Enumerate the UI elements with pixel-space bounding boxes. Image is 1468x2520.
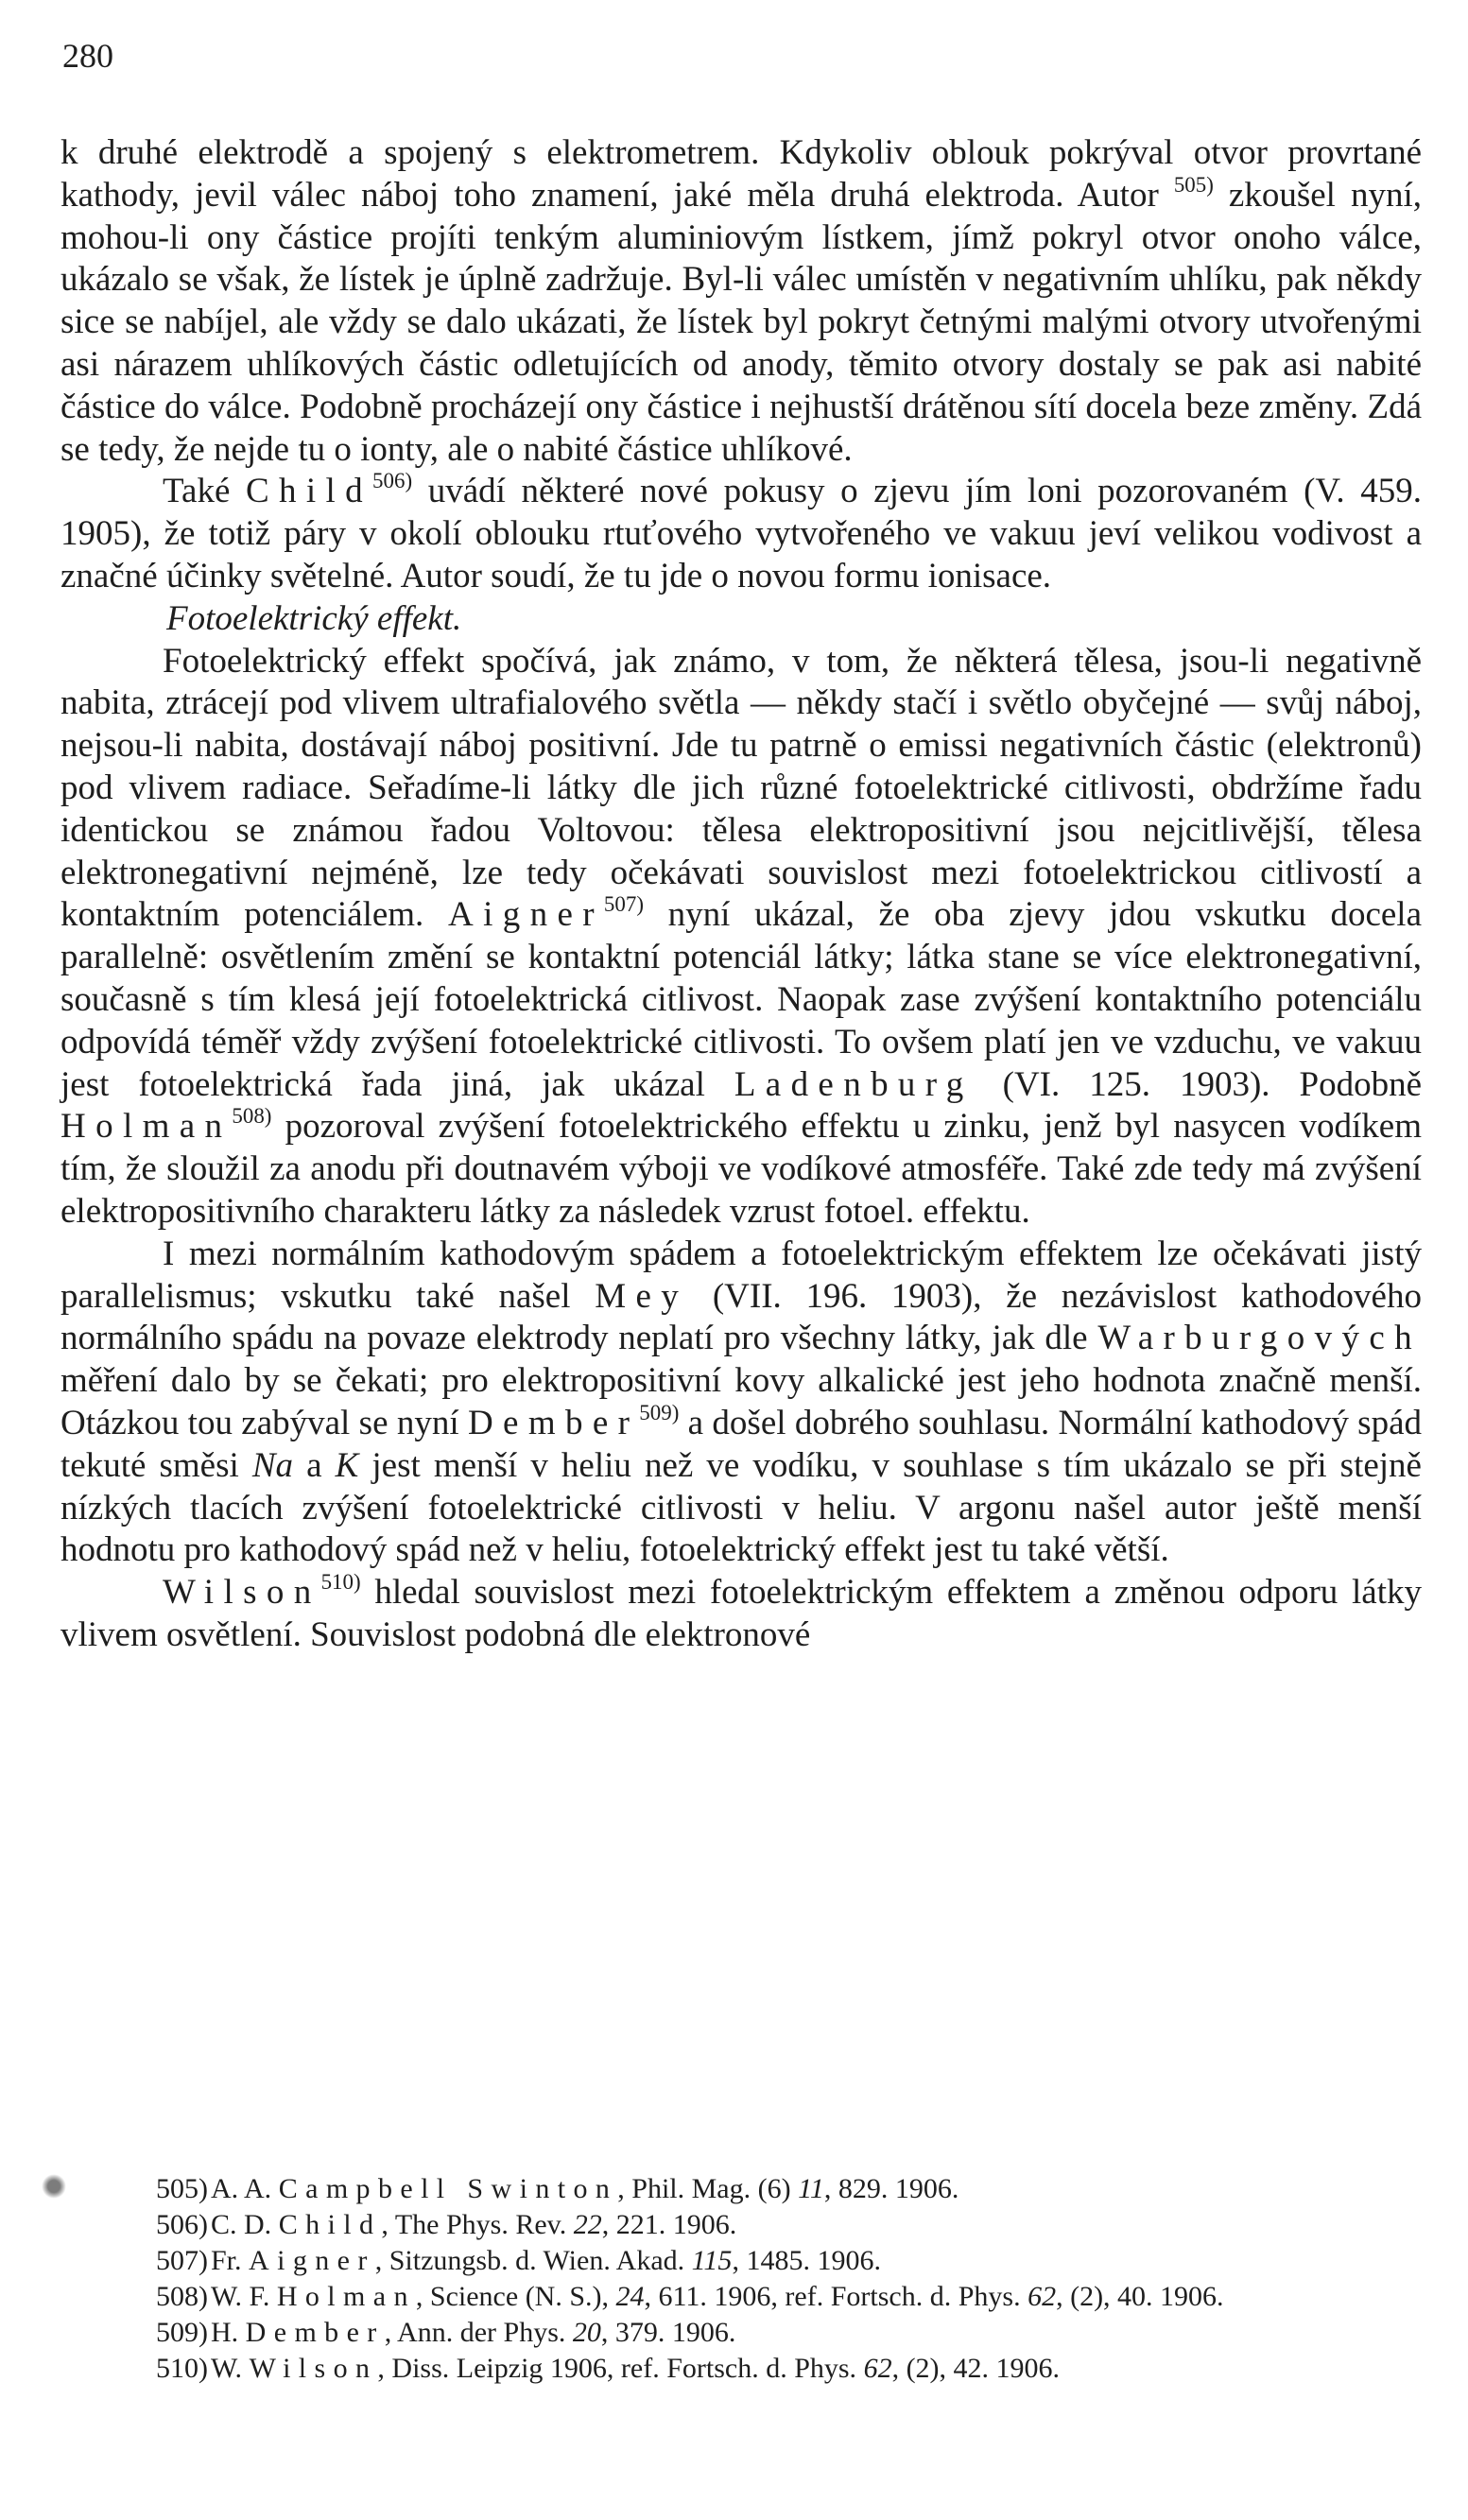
spaced-author-name: Aigner [249, 2245, 375, 2276]
text-run: H. [211, 2317, 246, 2348]
footnote-reference: 505) [1173, 172, 1214, 197]
text-run: , Science (N. S.), [415, 2281, 616, 2312]
text-run: zkoušel nyní, mohou-li ony částice projíti tenkým aluminiovým lístkem, jímž pokryl otvor onoho válce, ukázalo se však, že lístek je úplně zadržuje. Byl-li válec umístěn v negativním uhlíku, pak někdy sice se nabíjel, ale vždy se dalo ukázati, že lístek byl pokryt četnými malými otvory utvořenými asi nárazem uhlíkových částic odletujících od anody, těmito otvory dostaly se pak asi nabité částice do válce. Podobně procházejí ony částice i nejhustší drátěnou sítí docela beze změny. Zdá se tedy, že nejde tu o ionty, ale o nabité částice uhlíkové. [60, 175, 1422, 469]
text-run: a došel dobrého souhlasu. Normální kathodový spád tekuté směsi [60, 1403, 1423, 1485]
footnote [60, 2351, 1422, 2387]
spaced-author-name: Wilson [163, 1573, 321, 1613]
italic-text: 115 [691, 2245, 733, 2276]
text-run: pozoroval zvýšení fotoelektrického effektu u zinku, jenž byl nasycen vodíkem tím, že sloužil za anodu při doutnavém výboji ve vodíkové atmosféře. Také zde tedy má zvýšení elektropositivního charakteru látky za následek vzrust fotoel. effektu. [60, 1107, 1422, 1231]
text-run: a [293, 1445, 336, 1485]
footnote-reference: 508) [232, 1104, 272, 1129]
spaced-author-name: Holman [276, 2281, 416, 2312]
text-run: W. [211, 2353, 250, 2384]
spaced-author-name: Holman [60, 1107, 233, 1147]
text-run: , 221. 1906. [601, 2209, 737, 2240]
footnotes [60, 2171, 1422, 2387]
text-run: uvádí některé nové pokusy o zjevu jím loni pozorovaném (V. 459. 1905), že totiž páry v okolí oblouku rtuťového vytvořeného ve vakuu jeví velikou vodivost a značné účinky světelné. Autor soudí, že tu jde o novou formu ionisace. [60, 472, 1422, 595]
footnote [60, 2315, 1422, 2351]
text-run: k druhé elektrodě a spojený s elektrometrem. Kdykoliv oblouk pokrýval otvor provrtané kathody, jevil válec náboj toho znamení, jaké měla druhá elektroda. Autor [60, 133, 1422, 215]
text-run: jest menší v heliu než ve vodíku, v souhlase s tím ukázalo se při stejně nízkých tlacích zvýšení fotoelektrické citlivosti v heliu. V argonu našel autor ještě menší hodnotu pro kathodový spád než v heliu, fotoelektrický effekt jest tu také větší. [60, 1445, 1422, 1570]
text-run: , 379. 1906. [600, 2317, 736, 2348]
footnote [60, 2243, 1422, 2279]
text-run: , The Phys. Rev. [381, 2209, 574, 2240]
text-run: , (2), 42. 1906. [891, 2353, 1061, 2384]
footnote-number: 508) [156, 2281, 208, 2312]
spaced-author-name: Dember [245, 2317, 385, 2348]
text-run: , (2), 40. 1906. [1056, 2281, 1224, 2312]
footnote-number: 506) [156, 2209, 208, 2240]
text-run: I mezi normálním kathodovým spádem a fotoelektrickým effektem lze očekávati jistý parallelismus; vskutku také našel [60, 1234, 1422, 1316]
spaced-author-name: Ladenburg [734, 1064, 974, 1104]
spaced-author-name: Mey [595, 1276, 689, 1316]
text-run: Také [163, 472, 246, 511]
text-run: Fr. [211, 2245, 250, 2276]
footnote-number: 507) [156, 2245, 208, 2276]
spaced-author-name: Warburgových [1097, 1319, 1422, 1358]
section-heading: Fotoelektrický effekt. [166, 598, 462, 638]
footnote-number: 510) [156, 2353, 208, 2384]
footnote-reference: 506) [372, 469, 413, 493]
footnote-number: 505) [156, 2173, 208, 2204]
text-run: , Sitzungsb. d. Wien. Akad. [374, 2245, 692, 2276]
text-run: , 611. 1906, ref. Fortsch. d. Phys. [644, 2281, 1028, 2312]
italic-text: K [335, 1445, 359, 1485]
footnote [60, 2279, 1422, 2315]
text-run: , Diss. Leipzig 1906, ref. Fortsch. d. Phys. [377, 2353, 864, 2384]
paragraph [60, 1572, 1422, 1657]
footnote [60, 2171, 1422, 2207]
italic-text: 24 [615, 2281, 645, 2312]
page-number: 280 [62, 37, 113, 75]
paragraph [60, 641, 1422, 1234]
text-run: C. D. [211, 2209, 279, 2240]
footnote-reference: 509) [639, 1401, 680, 1424]
spaced-author-name: Dember [467, 1403, 640, 1442]
italic-text: 62 [1028, 2281, 1057, 2312]
text-run: , Phil. Mag. (6) [617, 2173, 799, 2204]
text-run: A. A. [211, 2173, 279, 2204]
paragraph [60, 132, 1422, 471]
italic-text: 11 [798, 2173, 824, 2204]
text-run: nyní ukázal, že oba zjevy jdou vskutku docela parallelně: osvětlením změní se kontaktní potenciál látky; látka stane se více elektronegativní, současně s tím klesá její fotoelektrická citlivost. Naopak zase zvýšení kontaktního potenciálu odpovídá téměř vždy zvýšení fotoelektrické citlivosti. To ovšem platí jen ve vzduchu, ve vakuu jest fotoelektrická řada jiná, jak ukázal [60, 895, 1422, 1104]
text-run: hledal souvislost mezi fotoelektrickým effektem a změnou odporu látky vlivem osvětlení. Souvislost podobná dle elektronové [60, 1573, 1422, 1654]
paragraph [60, 471, 1422, 597]
text-run: (VI. 125. 1903). Podobně [973, 1064, 1422, 1104]
text-run: , 1485. 1906. [732, 2245, 881, 2276]
text-run: , Ann. der Phys. [384, 2317, 573, 2348]
body-text [60, 132, 1422, 1657]
italic-text: Na [251, 1445, 294, 1485]
footnote-number: 509) [156, 2317, 208, 2348]
italic-text: 62 [863, 2353, 892, 2384]
footnote-reference: 507) [603, 892, 644, 917]
text-run: (VII. 196. 1903), že nezávislost kathodového normálního spádu na povaze elektrody neplatí pro všechny látky, jak dle [60, 1276, 1422, 1358]
text-run: měření dalo by se čekati; pro elektropositivní kovy alkalické jest jeho hodnota značně menší. Otázkou tou zabýval se nyní [60, 1361, 1422, 1442]
spaced-author-name: Child [246, 472, 373, 511]
spaced-author-name: Campbell Swinton [278, 2173, 618, 2204]
spaced-author-name: Aigner [448, 895, 604, 935]
footnote [60, 2207, 1422, 2243]
text-run: Fotoelektrický effekt spočívá, jak známo, v tom, že některá tělesa, jsou-li negativně nabita, ztrácejí pod vlivem ultrafialového světla — někdy stačí i světlo obyčejné — svůj náboj, nejsou-li nabita, dostávají náboj positivní. Jde tu patrně o emissi negativních částic (elektronů) pod vlivem radiace. Seřadíme-li látky dle jich různé fotoelektrické citlivosti, obdržíme řadu identickou se známou řadou Voltovou: tělesa elektropositivní jsou nejcitlivější, tělesa elektronegativní nejméně, lze tedy očekávati souvislost mezi fotoelektrickou citlivostí a kontaktním potenciálem. [60, 641, 1422, 935]
spaced-author-name: Wilson [249, 2353, 378, 2384]
italic-text: 22 [573, 2209, 602, 2240]
footnote-reference: 510) [320, 1570, 361, 1595]
paragraph [60, 1234, 1422, 1572]
spaced-author-name: Child [278, 2209, 382, 2240]
italic-text: 20 [572, 2317, 601, 2348]
text-run: , 829. 1906. [823, 2173, 959, 2204]
text-run: W. F. [211, 2281, 277, 2312]
